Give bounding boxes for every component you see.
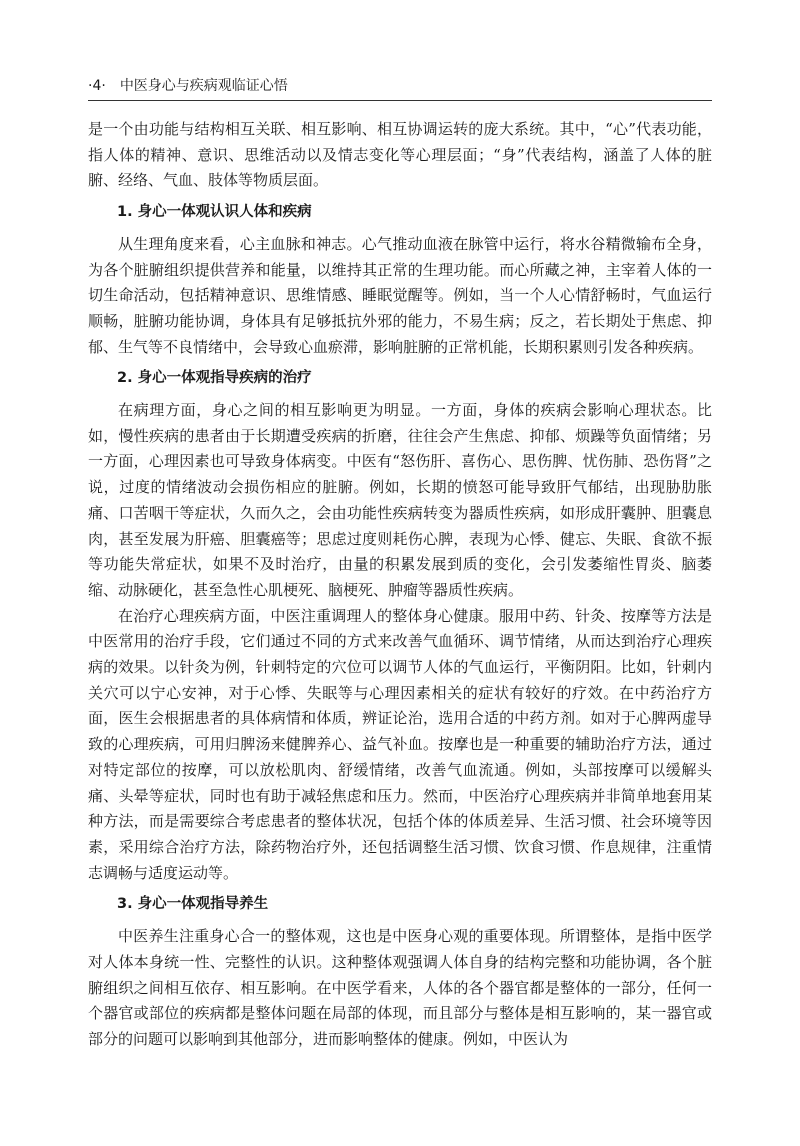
section-2-number: 2. (117, 370, 133, 387)
section-3-paragraph-1: 中医养生注重身心合一的整体观，这也是中医身心观的重要体现。所谓整体，是指中医学对人体本身统一性、完整性的认识。这种整体观强调人体自身的结构完整和功能协调，各个脏腑组织之间相互依存、相互影响。在中医学看来，人体的各个器官都是整体的一部分，任何一个器官或部位的疾病都是整体问题在局部的体现，而且部分与整体是相互影响的，某一器官或部分的问题可以影响到其他部分，进而影响整体的健康。例如，中医认为 (88, 927, 712, 1048)
section-2-title: 身心一体观指导疾病的治疗 (137, 370, 312, 387)
header-rule (88, 100, 712, 101)
section-3-title: 身心一体观指导养生 (137, 896, 269, 913)
body-text (88, 117, 712, 1053)
section-1-heading (88, 194, 712, 232)
section-2-paragraph-2: 在治疗心理疾病方面，中医注重调理人的整体身心健康。服用中药、针灸、按摩等方法是中医常用的治疗手段，它们通过不同的方式来改善气血循环、调节情绪，从而达到治疗心理疾病的效果。以针灸为例，针刺特定的穴位可以调节人体的气血运行，平衡阴阳。比如，针刺内关穴可以宁心安神，对于心悸、失眠等与心理因素相关的症状有较好的疗效。在中药治疗方面，医生会根据患者的具体病情和体质，辨证论治，选用合适的中药方剂。如对于心脾两虚导致的心理疾病，可用归脾汤来健脾养心、益气补血。按摩也是一种重要的辅助治疗方法，通过对特定部位的按摩，可以放松肌肉、舒缓情绪，改善气血流通。例如，头部按摩可以缓解头痛、头晕等症状，同时也有助于减轻焦虑和压力。然而，中医治疗心理疾病并非简单地套用某种方法，而是需要综合考虑患者的整体状况，包括个体的体质差异、生活习惯、社会环境等因素，采用综合治疗方法，除药物治疗外，还包括调整生活习惯、饮食习惯、作息规律，注重情志调畅与适度运动等。 (88, 606, 712, 882)
book-title: 中医身心与疾病观临证心悟 (119, 78, 288, 94)
intro-paragraph: 是一个由功能与结构相互关联、相互影响、相互协调运转的庞大系统。其中，“心”代表功能，指人体的精神、意识、思维活动以及情志变化等心理层面；“身”代表结构，涵盖了人体的脏腑、经络、气血、肢体等物质层面。 (88, 120, 712, 190)
section-2-heading (88, 360, 712, 398)
section-1-paragraph-1: 从生理角度来看，心主血脉和神志。心气推动血液在脉管中运行，将水谷精微输布全身，为各个脏腑组织提供营养和能量，以维持其正常的生理功能。而心所藏之神，主宰着人体的一切生命活动，包括精神意识、思维情感、睡眠觉醒等。例如，当一个人心情舒畅时，气血运行顺畅，脏腑功能协调，身体具有足够抵抗外邪的能力，不易生病；反之，若长期处于焦虑、抑郁、生气等不良情绪中，会导致心血瘀滞，影响脏腑的正常机能，长期积累则引发各种疾病。 (88, 234, 712, 356)
section-3-number: 3. (117, 896, 133, 913)
page-number: ·4· (88, 78, 106, 94)
section-1-title: 身心一体观认识人体和疾病 (137, 204, 312, 221)
running-header (88, 74, 712, 98)
section-2-paragraph-1: 在病理方面，身心之间的相互影响更为明显。一方面，身体的疾病会影响心理状态。比如，慢性疾病的患者由于长期遭受疾病的折磨，往往会产生焦虑、抑郁、烦躁等负面情绪；另一方面，心理因素也可导致身体病变。中医有“怒伤肝、喜伤心、思伤脾、忧伤肺、恐伤肾”之说，过度的情绪波动会损伤相应的脏腑。例如，长期的愤怒可能导致肝气郁结，出现胁肋胀痛、口苦咽干等症状，久而久之，会由功能性疾病转变为器质性疾病，如形成肝囊肿、胆囊息肉，甚至发展为肝癌、胆囊癌等；思虑过度则耗伤心脾，表现为心悸、健忘、失眠、食欲不振等功能失常症状，如果不及时治疗，由量的积累发展到质的变化，会引发萎缩性胃炎、脑萎缩、动脉硬化，甚至急性心肌梗死、脑梗死、肿瘤等器质性疾病。 (88, 401, 712, 599)
section-1-number: 1. (117, 204, 133, 221)
section-3-heading (88, 886, 712, 924)
